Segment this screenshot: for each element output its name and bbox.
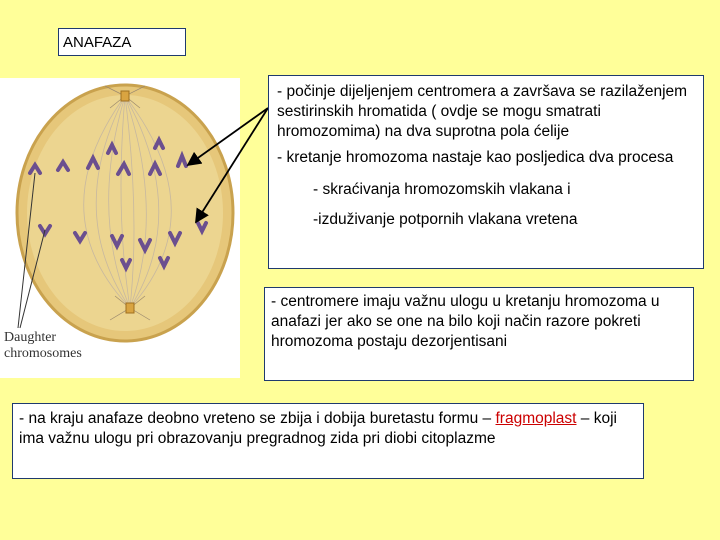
description-box-1 (268, 75, 704, 269)
slide-title: ANAFAZA (63, 34, 132, 51)
box1-item-1: - skraćivanja hromozomskih vlakana i (313, 181, 571, 198)
caption-line-2: chromosomes (4, 346, 82, 361)
box1-paragraph-1: - počinje dijeljenjem centromera a završava se razilaženjem sestirinskih hromatida ( ovdje se mogu smatrati hromozomima) na dva suprotna pola ćelije (277, 83, 688, 140)
box1-paragraph-2: - kretanje hromozoma nastaje kao posljedica dva procesa (277, 149, 674, 166)
box1-item-2: -izduživanje potpornih vlakana vretena (313, 211, 578, 228)
description-box-2 (264, 287, 694, 381)
box3-suffix: – koji ima važnu ulogu pri obrazovanju pregradnog zida pri diobi citoplazme (19, 410, 617, 447)
box3-prefix: - na kraju anafaze deobno vreteno se zbija i dobija buretastu formu – (19, 410, 492, 427)
description-box-3 (12, 403, 644, 479)
title-box (58, 28, 186, 56)
figure-caption (4, 330, 82, 362)
caption-line-1: Daughter (4, 330, 57, 345)
term-fragmoplast: fragmoplast (495, 410, 577, 427)
box2-text: - centromere imaju važnu ulogu u kretanju hromozoma u anafazi jer ako se one na bilo koji način razore pokreti hromozoma postaju dezorjentisani (271, 293, 660, 350)
